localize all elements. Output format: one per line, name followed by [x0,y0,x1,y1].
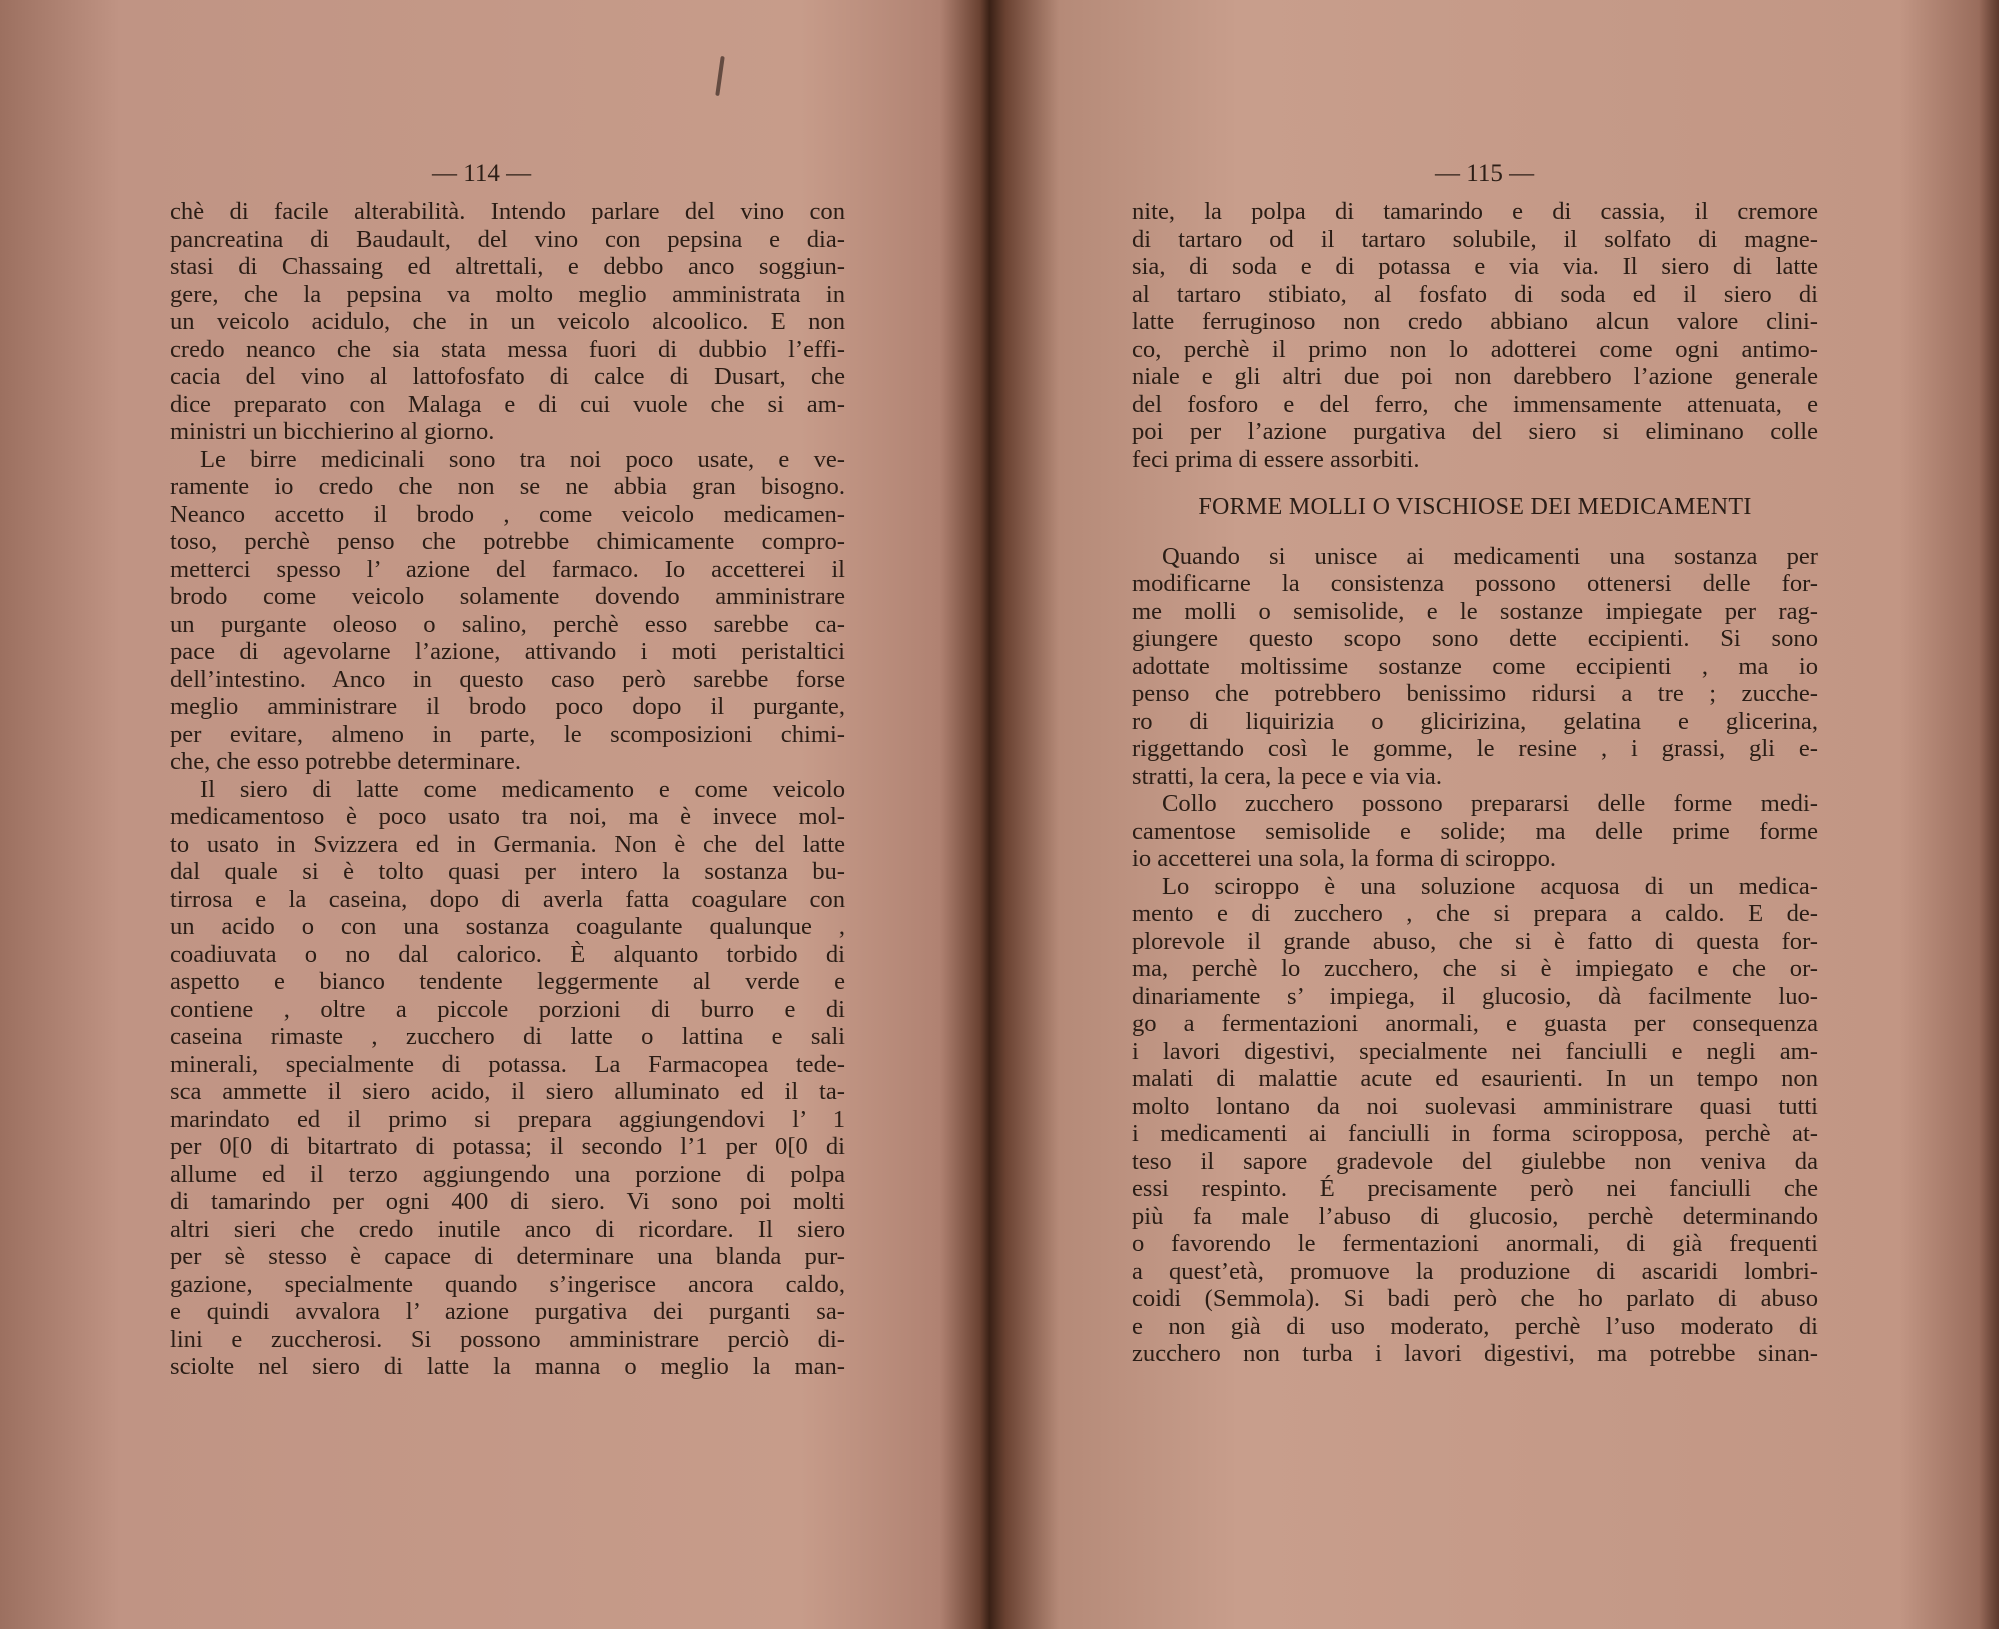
text-line: co, perchè il primo non lo adotterei come ogni antimo- [1132,335,1818,363]
text-line: di tamarindo per ogni 400 di siero. Vi sono poi molti [170,1188,845,1215]
text-line: Neanco accetto il brodo , come veicolo medicamen- [170,500,845,528]
text-line: Quando si unisce ai medicamenti una sostanza per [1162,542,1818,570]
text-line: sia, di soda e di potassa e via via. Il siero di latte [1132,253,1818,280]
text-line: giungere questo scopo sono dette eccipienti. Si sono [1132,625,1818,652]
text-line: coidi (Semmola). Si badi però che ho parlato di abuso [1132,1285,1818,1312]
page-number-right: — 115 — [1435,160,1535,187]
text-line: che, che esso potrebbe determinare. [170,748,521,775]
text-line: minerali, specialmente di potassa. La Farmacopea tede- [170,1050,845,1078]
text-line: plorevole il grande abuso, che si è fatto di questa for- [1132,927,1818,955]
text-line: marindato ed il primo si prepara aggiungendovi l’ 1 [170,1105,845,1133]
text-line: coadiuvata o no dal calorico. È alquanto torbido di [170,940,845,968]
text-line: Le birre medicinali sono tra noi poco usate, e ve- [200,445,845,473]
text-line: Collo zucchero possono prepararsi delle forme medi- [1162,790,1818,817]
text-line: a quest’età, promuove la produzione di ascaridi lombri- [1132,1257,1818,1285]
text-line: stasi di Chassaing ed altrettali, e debbo anco soggiun- [170,253,845,280]
text-line: contiene , oltre a piccole porzioni di burro e di [170,995,845,1023]
text-line: un acido o con una sostanza coagulante qualunque , [170,913,845,940]
text-line: del fosforo e del ferro, che immensamente attenuata, e [1132,390,1818,418]
text-line: malati di malattie acute ed esaurienti. In un tempo non [1132,1065,1818,1092]
text-line: tirrosa e la caseina, dopo di averla fatta coagulare con [170,885,845,913]
text-line: credo neanco che sia stata messa fuori di dubbio l’effi- [170,335,845,363]
text-line: e non già di uso moderato, perchè l’uso moderato di [1132,1312,1818,1340]
text-line: lini e zuccherosi. Si possono amministrare perciò di- [170,1325,845,1353]
text-line: dice preparato con Malaga e di cui vuole che si am- [170,390,845,418]
text-line: latte ferruginoso non credo abbiano alcun valore clini- [1132,308,1818,335]
text-line: medicamentoso è poco usato tra noi, ma è invece mol- [170,803,845,830]
text-line: brodo come veicolo solamente dovendo amministrare [170,583,845,610]
text-line: ministri un bicchierino al giorno. [170,418,495,445]
text-line: dal quale si è tolto quasi per intero la sostanza bu- [170,858,845,885]
text-line: cacia del vino al lattofosfato di calce di Dusart, che [170,363,845,390]
text-line: caseina rimaste , zucchero di latte o lattina e sali [170,1023,845,1050]
text-line: per evitare, almeno in parte, le scomposizioni chimi- [170,720,845,748]
text-line: dell’intestino. Anco in questo caso però sarebbe forse [170,665,845,693]
text-line: niale e gli altri due poi non darebbero l’azione generale [1132,363,1818,390]
text-line: mento e di zucchero , che si prepara a caldo. E de- [1132,900,1818,927]
text-line: metterci spesso l’ azione del farmaco. Io accetterei il [170,555,845,583]
right-page [1000,0,1999,1629]
left-page [0,0,985,1629]
text-line: penso che potrebbero benissimo ridursi a tre ; zucche- [1132,680,1818,707]
text-line: pace di agevolarne l’azione, attivando i moti peristaltici [170,638,845,665]
left-page-text [170,198,845,1381]
text-line: modificarne la consistenza possono ottenersi delle for- [1132,570,1818,597]
text-line: go a fermentazioni anormali, e guasta per consequenza [1132,1010,1818,1037]
text-line: gazione, specialmente quando s’ingerisce ancora caldo, [170,1270,845,1298]
text-line: Lo sciroppo è una soluzione acquosa di un medica- [1162,872,1818,900]
text-line: ramente io credo che non se ne abbia gran bisogno. [170,473,845,500]
text-line: me molli o semisolide, e le sostanze impiegate per rag- [1132,597,1818,625]
text-line: altri sieri che credo inutile anco di ricordare. Il siero [170,1215,845,1243]
text-line: pancreatina di Baudault, del vino con pepsina e dia- [170,225,845,253]
section-heading: FORME MOLLI O VISCHIOSE DEI MEDICAMENTI [1198,494,1752,520]
right-page-text [1132,198,1818,1368]
text-line: gere, che la pepsina va molto meglio amministrata in [170,280,845,308]
text-line: molto lontano da noi suolevasi amministrare quasi tutti [1132,1092,1818,1120]
text-line: al tartaro stibiato, al fosfato di soda ed il siero di [1132,280,1818,308]
text-line: sca ammette il siero acido, il siero alluminato ed il ta- [170,1078,845,1105]
text-line: toso, perchè penso che potrebbe chimicamente compro- [170,528,845,555]
text-line: di tartaro od il tartaro solubile, il solfato di magne- [1132,225,1818,253]
text-line: riggettando così le gomme, le resine , i grassi, gli e- [1132,735,1818,762]
text-line: per sè stesso è capace di determinare una blanda pur- [170,1243,845,1270]
text-line: per 0[0 di bitartrato di potassa; il secondo l’1 per 0[0 di [170,1133,845,1160]
text-line: nite, la polpa di tamarindo e di cassia, il cremore [1132,198,1818,225]
text-line: dinariamente s’ impiega, il glucosio, dà facilmente luo- [1132,982,1818,1010]
text-line: chè di facile alterabilità. Intendo parlare del vino con [170,198,845,225]
text-line: allume ed il terzo aggiungendo una porzione di polpa [170,1160,845,1188]
text-line: o favorendo le fermentazioni anormali, di già frequenti [1132,1230,1818,1257]
page-edge [1979,0,1999,1629]
text-line: meglio amministrare il brodo poco dopo il purgante, [170,693,845,720]
text-line: Il siero di latte come medicamento e come veicolo [200,775,845,803]
text-line: poi per l’azione purgativa del siero si eliminano colle [1132,418,1818,445]
text-line: ma, perchè lo zucchero, che si è impiegato e che or- [1132,955,1818,982]
text-line: stratti, la cera, la pece e via via. [1132,762,1442,790]
text-line: io accetterei una sola, la forma di sciroppo. [1132,845,1557,872]
page-number-left: — 114 — [432,160,532,187]
text-line: sciolte nel siero di latte la manna o meglio la man- [170,1353,845,1380]
text-line: i lavori digestivi, specialmente nei fanciulli e negli am- [1132,1037,1818,1065]
text-line: essi respinto. É precisamente però nei fanciulli che [1132,1175,1818,1202]
text-line: e quindi avvalora l’ azione purgativa dei purganti sa- [170,1298,845,1325]
text-line: camentose semisolide e solide; ma delle prime forme [1132,817,1818,845]
text-line: un veicolo acidulo, che in un veicolo alcoolico. E non [170,308,845,335]
text-line: i medicamenti ai fanciulli in forma sciropposa, perchè at- [1132,1120,1818,1147]
text-line: più fa male l’abuso di glucosio, perchè determinando [1132,1202,1818,1230]
text-line: teso il sapore gradevole del giulebbe non veniva da [1132,1147,1818,1175]
text-line: to usato in Svizzera ed in Germania. Non è che del latte [170,830,845,858]
text-line: feci prima di essere assorbiti. [1132,445,1420,473]
text-line: aspetto e bianco tendente leggermente al verde e [170,968,845,995]
text-line: zucchero non turba i lavori digestivi, ma potrebbe sinan- [1132,1340,1818,1367]
text-line: un purgante oleoso o salino, perchè esso sarebbe ca- [170,610,845,638]
text-line: adottate moltissime sostanze come eccipienti , ma io [1132,652,1818,680]
text-line: ro di liquirizia o glicirizina, gelatina e glicerina, [1132,707,1818,735]
